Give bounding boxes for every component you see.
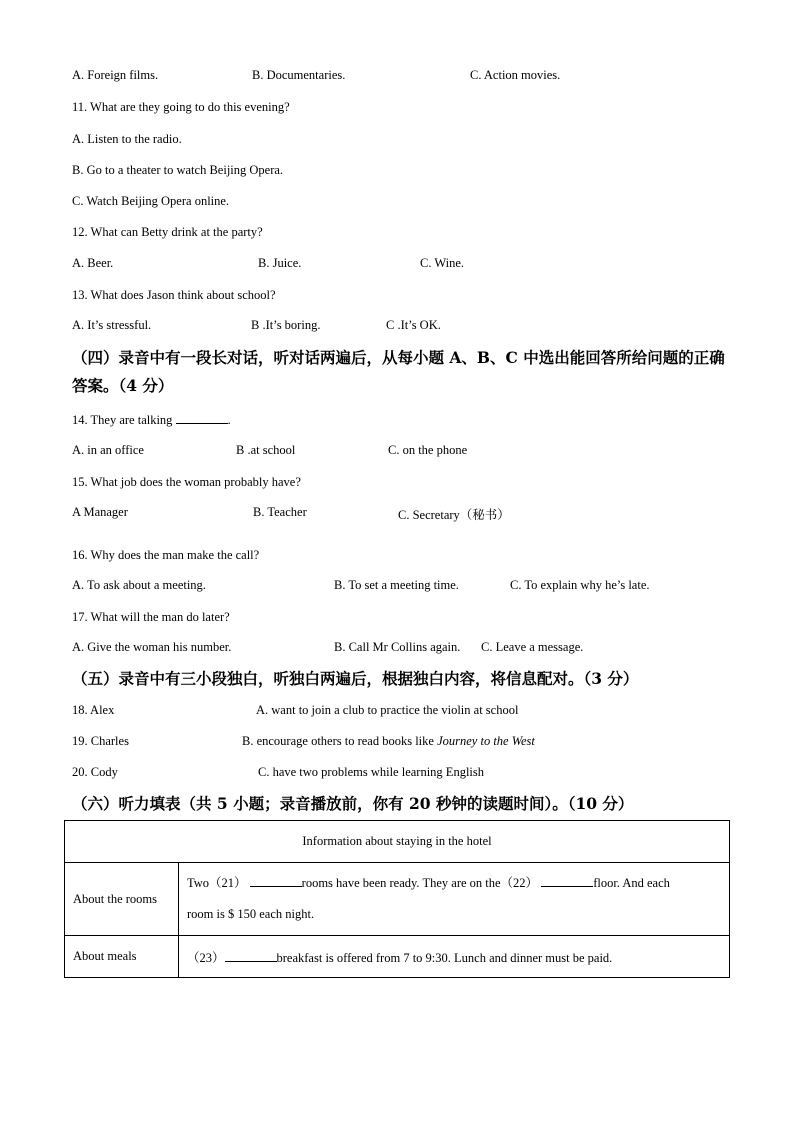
table-row-meals-content	[179, 936, 730, 978]
meals-text-2: breakfast is offered from 7 to 9:30. Lunch and dinner must be paid.	[276, 950, 613, 965]
q13-option-b: B .It’s boring.	[251, 318, 321, 332]
q12-question: 12. What can Betty drink at the party?	[72, 225, 263, 239]
q17-option-c: C. Leave a message.	[481, 640, 584, 654]
q17-option-a: A. Give the woman his number.	[72, 640, 232, 654]
q14-answer-blank	[176, 411, 228, 424]
match-option-a: A. want to join a club to practice the violin at school	[256, 703, 519, 717]
hotel-info-table	[64, 820, 730, 978]
q17-question: 17. What will the man do later?	[72, 610, 230, 624]
rooms-text-2: rooms have been ready. They are on the（22）	[301, 876, 539, 890]
q16-option-a: A. To ask about a meeting.	[72, 578, 206, 592]
q14-option-b: B .at school	[236, 443, 296, 457]
table-row-meals-label: About meals	[65, 936, 179, 978]
match-name-18: 18. Alex	[72, 703, 115, 717]
q15-option-c: C. Secretary（秘书）	[398, 508, 510, 522]
match-name-19: 19. Charles	[72, 734, 129, 748]
q10-option-b: B. Documentaries.	[252, 68, 346, 82]
q16-option-c: C. To explain why he’s late.	[510, 578, 650, 592]
match-option-b-text: B. encourage others to read books like	[242, 734, 438, 748]
match-option-c: C. have two problems while learning English	[258, 765, 485, 779]
q16-question: 16. Why does the man make the call?	[72, 548, 260, 562]
q15-option-a: A Manager	[72, 505, 128, 519]
rooms-text-4: room is $ 150 each night.	[187, 907, 315, 921]
blank-22	[541, 874, 593, 887]
q11-option-a: A. Listen to the radio.	[72, 132, 182, 146]
q15-option-b: B. Teacher	[253, 505, 307, 519]
q14-option-c: C. on the phone	[388, 443, 468, 457]
match-option-b	[242, 734, 535, 749]
q12-option-c: C. Wine.	[420, 256, 465, 270]
q13-option-c: C .It’s OK.	[386, 318, 441, 332]
q10-option-c: C. Action movies.	[470, 68, 561, 82]
q16-option-b: B. To set a meeting time.	[334, 578, 459, 592]
q13-option-a: A. It’s stressful.	[72, 318, 152, 332]
q14-question-tail: .	[227, 413, 231, 427]
q11-question: 11. What are they going to do this evening?	[72, 100, 290, 114]
q17-option-b: B. Call Mr Collins again.	[334, 640, 461, 654]
q12-option-a: A. Beer.	[72, 256, 114, 270]
rooms-text-3: floor. And each	[593, 876, 670, 890]
q13-question: 13. What does Jason think about school?	[72, 288, 276, 302]
blank-21	[250, 874, 302, 887]
match-name-20: 20. Cody	[72, 765, 118, 779]
table-row-rooms-content	[179, 863, 730, 936]
table-title: Information about staying in the hotel	[65, 821, 730, 863]
table-row-rooms-label: About the rooms	[65, 863, 179, 936]
q14-option-a: A. in an office	[72, 443, 144, 457]
rooms-text-1: Two（21）	[187, 876, 247, 890]
section-4-heading: （四）录音中有一段长对话，听对话两遍后，从每小题 A、B、C 中选出能回答所给问题的正确答案。（4 分）	[72, 348, 725, 395]
blank-23	[225, 949, 277, 962]
q11-option-c: C. Watch Beijing Opera online.	[72, 194, 230, 208]
meals-text-1: （23）	[187, 950, 225, 965]
q10-option-a: A. Foreign films.	[72, 68, 159, 82]
section-5-heading: （五）录音中有三小段独白，听独白两遍后，根据独白内容，将信息配对。（3 分）	[72, 669, 639, 688]
match-option-b-title: Journey to the West	[437, 734, 535, 748]
q14-question-text: 14. They are talking	[72, 413, 173, 427]
q12-option-b: B. Juice.	[258, 256, 302, 270]
q14-question	[72, 411, 231, 428]
section-6-heading: （六）听力填表（共 5 小题；录音播放前，你有 20 秒钟的读题时间）。（10 分）	[72, 794, 634, 813]
q15-question: 15. What job does the woman probably have?	[72, 475, 301, 489]
q11-option-b: B. Go to a theater to watch Beijing Opera.	[72, 163, 284, 177]
